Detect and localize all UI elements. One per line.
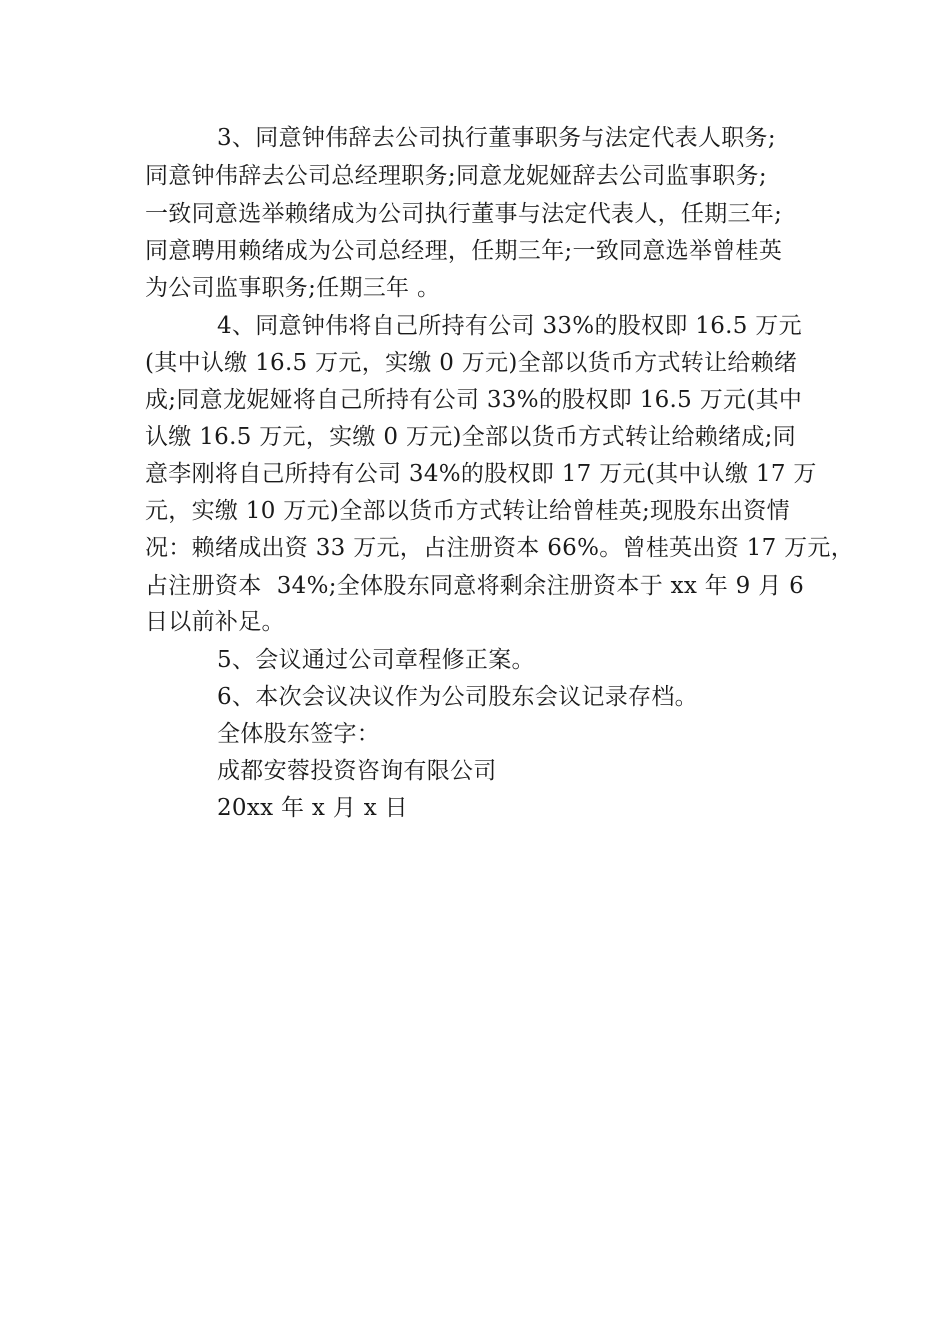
item-6-line: 6、本次会议决议作为公司股东会议记录存档。 [217, 684, 698, 710]
item-3-line-5: 为公司监事职务;任期三年 。 [145, 275, 441, 301]
item-4-line-5: 意李刚将自己所持有公司 34%的股权即 17 万元(其中认缴 17 万 [145, 461, 817, 487]
document-date: 20xx 年 x 月 x 日 [217, 795, 408, 821]
item-4-line-7: 况：赖绪成出资 33 万元，占注册资本 66%。曾桂英出资 17 万元， [145, 535, 855, 561]
item-3-line-4: 同意聘用赖绪成为公司总经理，任期三年;一致同意选举曾桂英 [145, 238, 783, 264]
item-3-line-1: 3、同意钟伟辞去公司执行董事职务与法定代表人职务; [217, 125, 776, 151]
item-4-line-2: (其中认缴 16.5 万元，实缴 0 万元)全部以货币方式转让给赖绪 [145, 350, 798, 376]
item-5-line: 5、会议通过公司章程修正案。 [217, 647, 535, 673]
item-3-line-3: 一致同意选举赖绪成为公司执行董事与法定代表人，任期三年; [145, 201, 783, 227]
item-4-line-3: 成;同意龙妮娅将自己所持有公司 33%的股权即 16.5 万元(其中 [145, 387, 803, 413]
company-name: 成都安蓉投资咨询有限公司 [217, 758, 497, 784]
signature-label: 全体股东签字： [217, 721, 381, 747]
item-4-line-6: 元，实缴 10 万元)全部以货币方式转让给曾桂英;现股东出资情 [145, 498, 790, 524]
item-4-line-8: 占注册资本 34%;全体股东同意将剩余注册资本于 xx 年 9 月 6 [145, 573, 805, 599]
item-4-line-1: 4、同意钟伟将自己所持有公司 33%的股权即 16.5 万元 [217, 313, 802, 339]
item-4-line-4: 认缴 16.5 万元，实缴 0 万元)全部以货币方式转让给赖绪成;同 [145, 424, 797, 450]
item-4-line-9: 日以前补足。 [145, 609, 285, 635]
item-3-line-2: 同意钟伟辞去公司总经理职务;同意龙妮娅辞去公司监事职务; [145, 163, 767, 189]
